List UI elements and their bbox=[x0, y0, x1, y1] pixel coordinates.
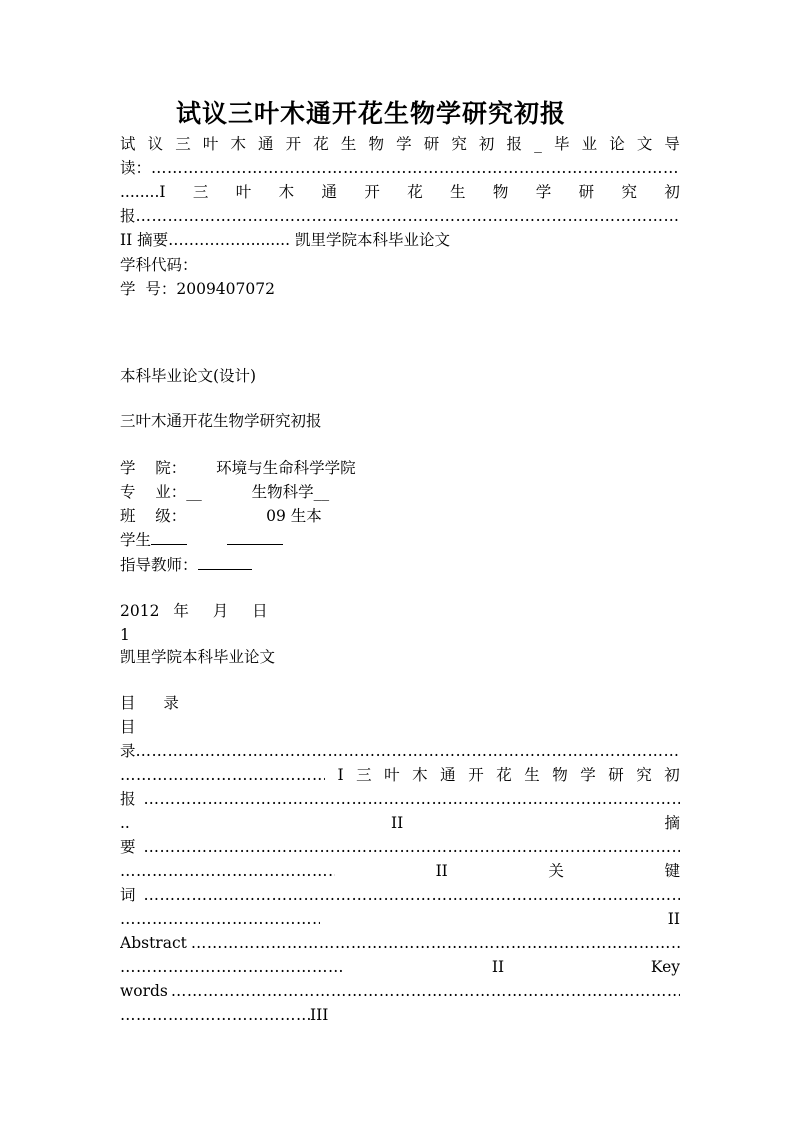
toc-entry-2[interactable] bbox=[120, 789, 680, 809]
toc-entry-3-cont[interactable] bbox=[120, 861, 680, 881]
dot-leader bbox=[136, 741, 680, 761]
subject-code-label: 学科代码： bbox=[120, 256, 198, 274]
toc-char: 生 bbox=[524, 766, 540, 784]
guide-char: 研 bbox=[423, 135, 440, 153]
toc-entry-2-cont[interactable] bbox=[120, 813, 680, 833]
guide-prefix: 报 bbox=[120, 207, 136, 225]
guide-char: 开 bbox=[285, 135, 302, 153]
guide-char: 通 bbox=[321, 183, 337, 201]
toc-entry-label: 词 bbox=[120, 886, 136, 904]
guide-char: 论 bbox=[609, 135, 625, 153]
guide-char: 物 bbox=[492, 183, 509, 201]
student-number-value: 2009407072 bbox=[176, 280, 275, 298]
guide-char: 花 bbox=[313, 135, 329, 153]
major-value: 生物科学 bbox=[251, 483, 314, 501]
toc-page-number: I bbox=[337, 766, 344, 784]
guide-char: 试 bbox=[120, 135, 136, 153]
toc-char: 木 bbox=[412, 766, 428, 784]
thesis-title: 三叶木通开花生物学研究初报 bbox=[120, 412, 322, 430]
guide-char: 究 bbox=[451, 135, 467, 153]
page-header: 凯里学院本科毕业论文 bbox=[120, 648, 276, 666]
dot-leader bbox=[171, 981, 680, 1001]
guide-char: _ bbox=[534, 135, 542, 153]
abstract-entry: II 摘要……………......... bbox=[120, 231, 291, 249]
class-row bbox=[120, 506, 680, 526]
blank-underline: __ bbox=[313, 483, 330, 501]
toc-entry-6-cont[interactable] bbox=[120, 1005, 680, 1025]
toc-char: 三 bbox=[356, 766, 372, 784]
college-row bbox=[120, 458, 680, 478]
toc-entry-6[interactable] bbox=[120, 981, 680, 1001]
thesis-type: 本科毕业论文(设计) bbox=[120, 367, 257, 385]
toc-page-number: III bbox=[310, 1006, 329, 1024]
student-row bbox=[120, 530, 680, 550]
toc-page-number: II bbox=[667, 910, 680, 928]
toc-entry-4[interactable] bbox=[120, 885, 680, 905]
dot-leader bbox=[136, 206, 680, 226]
toc-entry-label: 要 bbox=[120, 838, 136, 856]
toc-next-char: 键 bbox=[664, 862, 680, 880]
blank-underline: __ bbox=[186, 483, 202, 501]
dot-leader bbox=[144, 789, 680, 809]
blank-underline bbox=[151, 530, 187, 545]
guide-char: 初 bbox=[478, 135, 495, 153]
toc-entry-label: Abstract bbox=[120, 934, 187, 952]
toc-entry-1-label-a: 目 bbox=[120, 718, 136, 736]
guide-char: 文 bbox=[636, 135, 653, 153]
toc-char: 物 bbox=[552, 766, 568, 784]
student-label: 学生 bbox=[120, 531, 152, 549]
guide-char: 开 bbox=[364, 183, 380, 201]
guide-char: 生 bbox=[340, 135, 357, 153]
date-day-unit: 日 bbox=[252, 602, 268, 620]
dot-leader bbox=[120, 765, 325, 785]
dot-leader: .. bbox=[120, 814, 130, 832]
date-month-unit: 月 bbox=[212, 602, 229, 620]
dot-leader bbox=[144, 885, 680, 905]
guide-line-5 bbox=[120, 230, 680, 250]
toc-mid-char: 关 bbox=[548, 862, 564, 880]
guide-char: 报 bbox=[506, 135, 523, 153]
dot-leader bbox=[151, 158, 680, 178]
guide-line-4 bbox=[120, 206, 680, 226]
student-number-row bbox=[120, 279, 680, 299]
date-year: 2012 bbox=[120, 602, 160, 620]
dot-leader bbox=[120, 909, 320, 929]
guide-char: 业 bbox=[581, 135, 598, 153]
date-year-unit: 年 bbox=[173, 602, 189, 620]
dot-leader bbox=[120, 957, 345, 977]
toc-entry-4-cont[interactable] bbox=[120, 909, 680, 929]
toc-entry-label: 录 bbox=[120, 742, 136, 760]
blank-underline bbox=[198, 555, 252, 570]
toc-char: 究 bbox=[636, 766, 652, 784]
toc-entry-1-cont[interactable] bbox=[120, 765, 680, 785]
advisor-row bbox=[120, 555, 680, 575]
guide-char: 三 bbox=[175, 135, 191, 153]
guide-prefix: 读： bbox=[120, 159, 152, 177]
dot-leader bbox=[144, 837, 680, 857]
guide-line-1 bbox=[120, 134, 680, 154]
college-value: 环境与生命科学学院 bbox=[216, 459, 356, 477]
toc-char: 开 bbox=[468, 766, 484, 784]
school-name: 凯里学院本科毕业论文 bbox=[294, 231, 450, 249]
toc-entry-5[interactable] bbox=[120, 933, 680, 953]
toc-page-number: II bbox=[391, 814, 404, 832]
major-label: 专 业： bbox=[120, 483, 187, 501]
toc-entry-5-cont[interactable] bbox=[120, 957, 680, 977]
college-label: 学 院： bbox=[120, 459, 187, 477]
guide-char: 通 bbox=[258, 135, 274, 153]
toc-heading-char: 目 bbox=[120, 694, 136, 712]
class-value: 09 生本 bbox=[266, 507, 322, 525]
toc-entry-1[interactable] bbox=[120, 741, 680, 761]
guide-char: 花 bbox=[407, 183, 423, 201]
guide-char: 木 bbox=[230, 135, 246, 153]
guide-char: 学 bbox=[535, 183, 552, 201]
toc-heading-char: 录 bbox=[163, 694, 179, 712]
guide-char: 叶 bbox=[202, 135, 219, 153]
guide-char: 生 bbox=[450, 183, 466, 201]
guide-char: 叶 bbox=[235, 183, 252, 201]
toc-heading bbox=[120, 693, 680, 713]
dot-leader bbox=[120, 1005, 310, 1025]
page-number: 1 bbox=[120, 626, 130, 644]
toc-char: 通 bbox=[440, 766, 456, 784]
toc-entry-label: words bbox=[120, 982, 168, 1000]
advisor-label: 指导教师： bbox=[120, 556, 198, 574]
toc-char: 花 bbox=[496, 766, 512, 784]
toc-page-number: II bbox=[491, 958, 505, 976]
guide-char: 毕 bbox=[553, 135, 570, 153]
guide-char: 议 bbox=[147, 135, 164, 153]
student-number-label: 学 号： bbox=[120, 280, 177, 298]
guide-char: 研 bbox=[578, 183, 595, 201]
guide-line-2 bbox=[120, 158, 680, 178]
class-label: 班 级： bbox=[120, 507, 187, 525]
guide-prefix: ........I bbox=[120, 183, 166, 201]
toc-next-char: 摘 bbox=[664, 814, 680, 832]
toc-entry-label: 报 bbox=[120, 790, 136, 808]
dot-leader bbox=[120, 861, 335, 881]
guide-char: 三 bbox=[192, 183, 209, 201]
toc-char: 研 bbox=[608, 766, 624, 784]
toc-next-word: Key bbox=[650, 958, 680, 976]
toc-char: 学 bbox=[580, 766, 596, 784]
guide-char: 究 bbox=[621, 183, 637, 201]
major-row bbox=[120, 482, 680, 502]
blank-underline bbox=[227, 530, 283, 545]
toc-char: 叶 bbox=[384, 766, 400, 784]
guide-char: 初 bbox=[664, 183, 680, 201]
guide-char: 物 bbox=[368, 135, 384, 153]
toc-entry-3[interactable] bbox=[120, 837, 680, 857]
dot-leader bbox=[191, 933, 680, 953]
document-title: 试议三叶木通开花生物学研究初报 bbox=[176, 99, 567, 128]
toc-char: 初 bbox=[664, 766, 680, 784]
guide-char: 学 bbox=[396, 135, 412, 153]
guide-char: 导 bbox=[664, 135, 680, 153]
date-row bbox=[120, 601, 680, 621]
guide-line-3 bbox=[120, 182, 680, 202]
toc-page-number: II bbox=[435, 862, 448, 880]
guide-char: 木 bbox=[278, 183, 295, 201]
